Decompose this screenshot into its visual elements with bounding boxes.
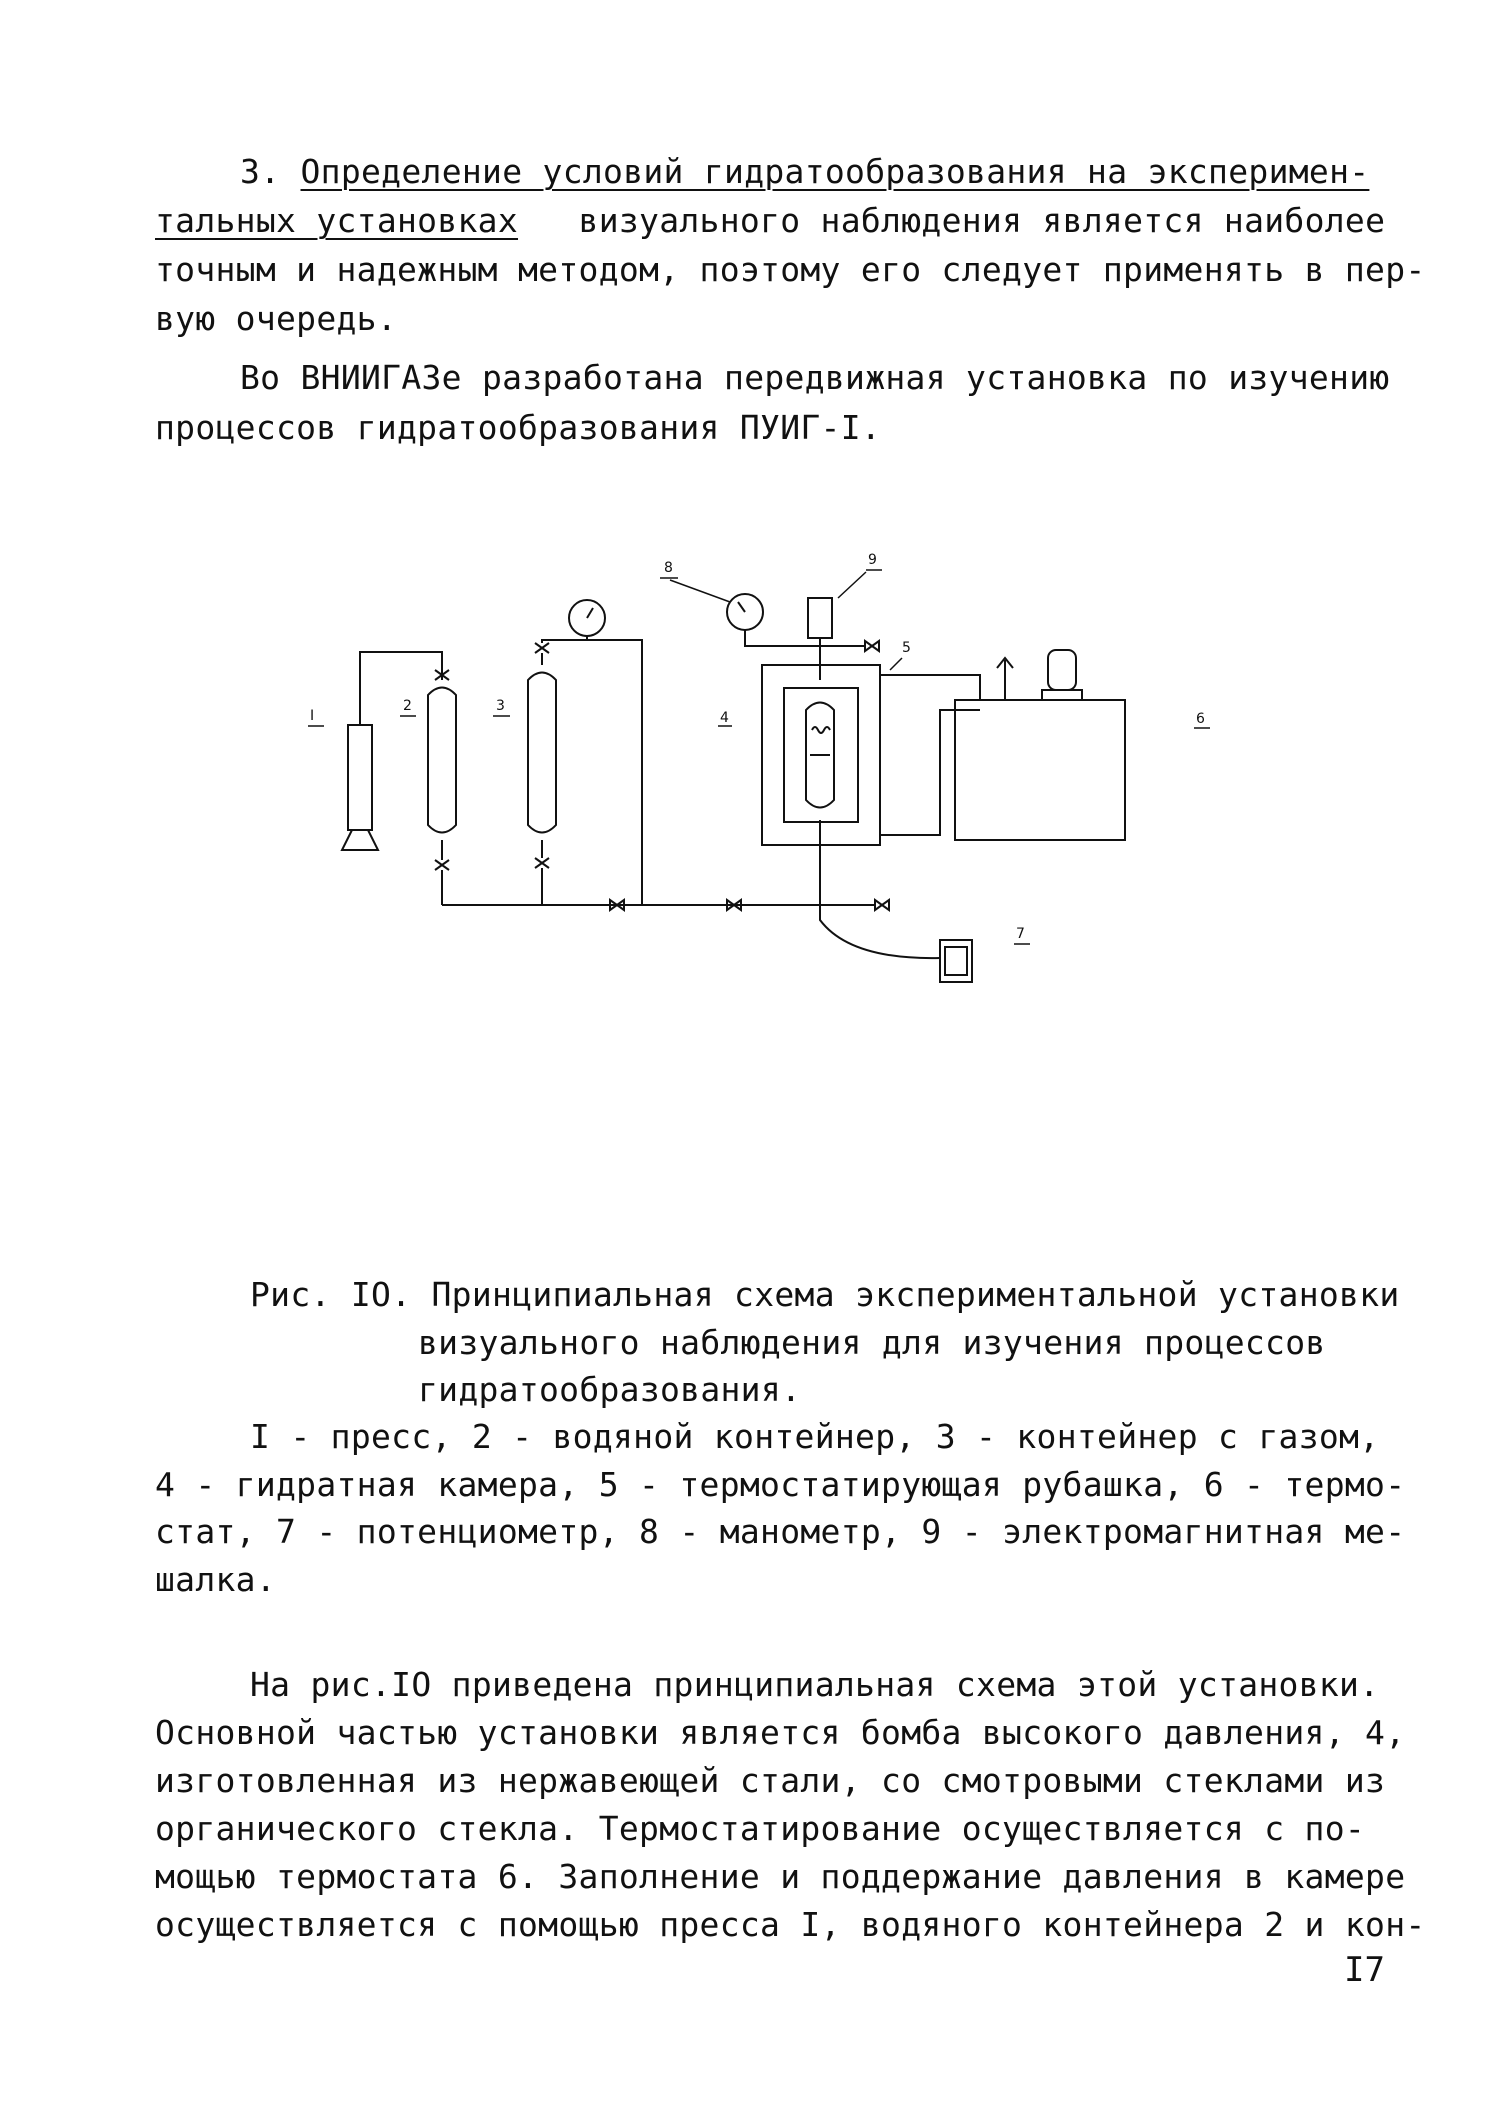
label-7: 7 xyxy=(1016,926,1025,942)
label-2: 2 xyxy=(403,698,412,714)
caption-line1: Рис. IO. Принципиальная схема экспериментальной установки xyxy=(250,1275,1400,1314)
potentiometer-7 xyxy=(940,940,972,982)
section3-line1 xyxy=(240,152,1369,192)
jacket-line-bottom xyxy=(880,710,980,835)
water-container-2 xyxy=(428,670,456,905)
page-number: I7 xyxy=(1344,1950,1385,1990)
label-4: 4 xyxy=(720,710,729,726)
valve-bottom-3 xyxy=(875,900,889,910)
legend-line3: стат, 7 - потенциометр, 8 - манометр, 9 - электромагнитная ме- xyxy=(155,1512,1406,1551)
body-line3: изготовленная из нержавеющей стали, со смотровыми стеклами из xyxy=(155,1761,1386,1800)
section-number: 3. xyxy=(240,152,281,191)
stirrer-9 xyxy=(808,598,832,680)
body-line6: осуществляется с помощью пресса I, водяного контейнера 2 и кон- xyxy=(155,1905,1426,1944)
section-title-cont: тальных установках xyxy=(155,201,519,240)
caption-line3: гидратообразования. xyxy=(418,1370,802,1409)
section3-line2 xyxy=(155,201,1385,241)
legend-line4: шалка. xyxy=(155,1560,277,1599)
gauge-left xyxy=(569,600,605,640)
caption-line2: визуального наблюдения для изучения процессов xyxy=(418,1323,1326,1362)
body-line2: Основной частью установки является бомба высокого давления, 4, xyxy=(155,1713,1406,1752)
intro-line1: Во ВНИИГАЗе разработана передвижная установка по изучению xyxy=(240,358,1390,397)
section3-line3: точным и надежным методом, поэтому его следует применять в пер- xyxy=(155,250,1426,289)
label-9: 9 xyxy=(868,552,877,568)
label-6: 6 xyxy=(1196,711,1205,727)
label-5: 5 xyxy=(902,640,911,656)
legend-line1: I - пресс, 2 - водяной контейнер, 3 - контейнер с газом, xyxy=(250,1417,1380,1456)
hydrate-chamber-4 xyxy=(762,665,940,958)
body-line4: органического стекла. Термостатирование осуществляется с по- xyxy=(155,1809,1366,1848)
section3-text: визуального наблюдения является наиболее xyxy=(578,201,1386,240)
label-3: 3 xyxy=(496,698,505,714)
jacket-line-top xyxy=(880,675,980,700)
section-title: Определение условий гидратообразования на эксперимен- xyxy=(300,152,1370,191)
body-line5: мощью термостата 6. Заполнение и поддержание давления в камере xyxy=(155,1857,1406,1896)
label-8: 8 xyxy=(664,560,673,576)
figure-schematic xyxy=(290,540,1210,1010)
manometer-8 xyxy=(727,594,879,651)
intro-line2: процессов гидратообразования ПУИГ-I. xyxy=(155,408,882,447)
label-1: I xyxy=(310,708,315,724)
gas-container-3 xyxy=(528,640,642,905)
legend-line2: 4 - гидратная камера, 5 - термостатирующая рубашка, 6 - термо- xyxy=(155,1465,1406,1504)
body-line1: На рис.IO приведена принципиальная схема этой установки. xyxy=(250,1665,1380,1704)
section3-line4: вую очередь. xyxy=(155,299,398,338)
